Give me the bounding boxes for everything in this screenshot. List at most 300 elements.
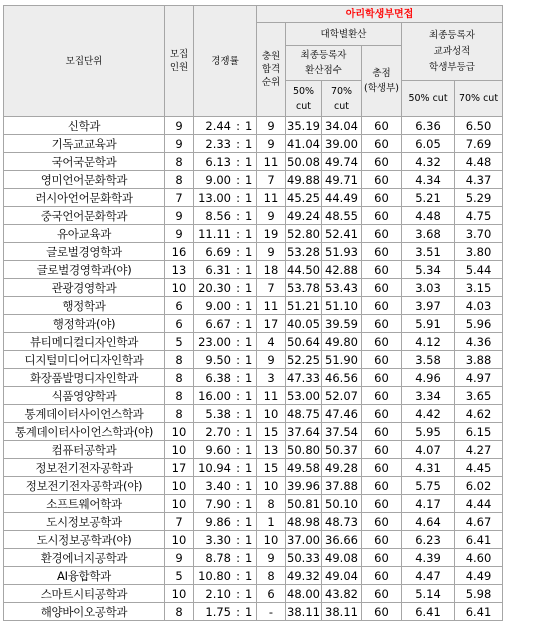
quota-cell: 8 — [165, 387, 194, 405]
quota-cell: 8 — [165, 171, 194, 189]
rate-cell — [194, 351, 257, 369]
table-row — [4, 603, 503, 621]
quota-cell: 8 — [165, 603, 194, 621]
score-50-cell: 37.00 — [287, 532, 320, 547]
total-cell: 60 — [362, 171, 402, 189]
total-cell: 60 — [362, 315, 402, 333]
rate-cell — [194, 441, 257, 459]
rate-value: 11.11 — [198, 226, 231, 241]
score-70-cell: 39.00 — [322, 135, 362, 153]
score-70-cell: 51.90 — [322, 351, 362, 369]
score-50-cell: 53.28 — [287, 244, 320, 259]
rate-separator: : — [236, 136, 240, 151]
rate-separator: : — [236, 172, 240, 187]
grade-50-cell: 4.17 — [402, 495, 455, 513]
rate-cell — [194, 549, 257, 567]
grade-70-cell: 4.67 — [455, 513, 503, 531]
score-70-cell: 39.59 — [322, 315, 362, 333]
total-cell: 60 — [362, 549, 402, 567]
unit-name-cell: 유아교육과 — [4, 225, 165, 243]
rate-base: 1 — [245, 568, 253, 583]
score-70-cell: 51.93 — [322, 243, 362, 261]
rate-base: 1 — [245, 262, 253, 277]
grade-50-cell: 5.75 — [402, 477, 455, 495]
rate-value: 6.31 — [205, 262, 231, 277]
rate-value: 2.70 — [205, 424, 231, 439]
score-70-cell: 49.08 — [322, 549, 362, 567]
rate-base: 1 — [245, 424, 253, 439]
rate-base: 1 — [245, 460, 253, 475]
score-70-cell: 52.41 — [322, 225, 362, 243]
quota-cell: 9 — [165, 207, 194, 225]
waitlist-cell: 6 — [257, 585, 286, 603]
rate-cell — [194, 279, 257, 297]
unit-name-cell: 디지털미디어디자인학과 — [4, 351, 165, 369]
rate-base: 1 — [245, 226, 253, 241]
rate-cell — [194, 603, 257, 621]
rate-value: 10.94 — [198, 460, 231, 475]
quota-cell: 9 — [165, 117, 194, 135]
rate-cell — [194, 369, 257, 387]
quota-cell: 9 — [165, 549, 194, 567]
total-cell: 60 — [362, 603, 402, 621]
rate-cell — [194, 513, 257, 531]
score-50-cell: 49.58 — [287, 460, 320, 475]
waitlist-cell: 19 — [257, 225, 286, 243]
rate-value: 3.30 — [205, 532, 231, 547]
rate-base: 1 — [245, 388, 253, 403]
rate-value: 16.00 — [198, 388, 231, 403]
score-50-cell: 45.25 — [287, 190, 320, 205]
unit-name-cell: 환경에너지공학과 — [4, 549, 165, 567]
unit-name-cell: 도시정보공학과 — [4, 513, 165, 531]
quota-cell: 10 — [165, 441, 194, 459]
waitlist-cell: 9 — [257, 243, 286, 261]
rate-separator: : — [236, 190, 240, 205]
score-70-cell: 52.07 — [322, 387, 362, 405]
table-row — [4, 279, 503, 297]
rate-base: 1 — [245, 442, 253, 457]
rate-separator: : — [236, 586, 240, 601]
grade-70-cell: 4.36 — [455, 333, 503, 351]
score-70-cell: 53.43 — [322, 279, 362, 297]
rate-base: 1 — [245, 550, 253, 565]
rate-base: 1 — [245, 244, 253, 259]
total-cell: 60 — [362, 513, 402, 531]
table-row — [4, 531, 503, 549]
rate-separator: : — [236, 550, 240, 565]
grade-70-cell: 7.69 — [455, 135, 503, 153]
quota-cell: 10 — [165, 495, 194, 513]
score-50-cell: 48.75 — [287, 406, 320, 421]
unit-name-cell: 러시아언어문화학과 — [4, 189, 165, 207]
rate-separator: : — [236, 496, 240, 511]
grade-50-cell: 3.58 — [402, 351, 455, 369]
grade-70-cell: 6.41 — [455, 531, 503, 549]
quota-cell: 8 — [165, 351, 194, 369]
rate-separator: : — [236, 424, 240, 439]
unit-name-cell: 글로벌경영학과 — [4, 243, 165, 261]
total-cell: 60 — [362, 477, 402, 495]
rate-value: 2.10 — [205, 586, 231, 601]
quota-cell: 8 — [165, 369, 194, 387]
rate-base: 1 — [245, 316, 253, 331]
score-50-cell: 40.05 — [287, 316, 320, 331]
rate-separator: : — [236, 226, 240, 241]
unit-name-cell: 식품영양학과 — [4, 387, 165, 405]
grade-70-cell: 5.29 — [455, 189, 503, 207]
admissions-table-container — [3, 5, 503, 621]
quota-cell: 5 — [165, 333, 194, 351]
rate-cell — [194, 171, 257, 189]
rate-cell — [194, 189, 257, 207]
unit-name-cell: 통계데이터사이언스학과 — [4, 405, 165, 423]
total-cell: 60 — [362, 459, 402, 477]
rate-base: 1 — [245, 298, 253, 313]
rate-base: 1 — [245, 352, 253, 367]
score-70-cell: 37.88 — [322, 477, 362, 495]
score-50-cell: 49.32 — [287, 568, 320, 583]
rate-cell — [194, 261, 257, 279]
score-70-cell: 42.88 — [322, 261, 362, 279]
score-50-cell: 49.88 — [287, 172, 320, 187]
table-row — [4, 351, 503, 369]
table-row — [4, 441, 503, 459]
header-final-score: 최종등록자 환산점수 — [286, 46, 362, 81]
rate-base: 1 — [245, 532, 253, 547]
rate-cell — [194, 567, 257, 585]
score-50-cell: 47.33 — [287, 370, 320, 385]
table-row — [4, 549, 503, 567]
score-70-cell: 49.04 — [322, 567, 362, 585]
waitlist-cell: 18 — [257, 261, 286, 279]
unit-name-cell: 도시정보공학과(야) — [4, 531, 165, 549]
table-row — [4, 153, 503, 171]
total-cell: 60 — [362, 369, 402, 387]
quota-cell: 7 — [165, 513, 194, 531]
grade-70-cell: 4.45 — [455, 459, 503, 477]
total-cell: 60 — [362, 261, 402, 279]
unit-name-cell: 신학과 — [4, 117, 165, 135]
waitlist-cell: 10 — [257, 477, 286, 495]
header-grade70: 70% cut — [455, 81, 503, 117]
grade-50-cell: 4.64 — [402, 513, 455, 531]
rate-value: 9.00 — [205, 172, 231, 187]
rate-separator: : — [236, 406, 240, 421]
quota-cell: 5 — [165, 567, 194, 585]
waitlist-cell: 11 — [257, 153, 286, 171]
grade-70-cell: 3.80 — [455, 243, 503, 261]
rate-separator: : — [236, 442, 240, 457]
grade-50-cell: 5.21 — [402, 189, 455, 207]
table-row — [4, 369, 503, 387]
waitlist-cell: 9 — [257, 135, 286, 153]
quota-cell: 10 — [165, 585, 194, 603]
waitlist-cell: 15 — [257, 423, 286, 441]
grade-70-cell: 3.70 — [455, 225, 503, 243]
waitlist-cell: 8 — [257, 567, 286, 585]
quota-cell: 6 — [165, 315, 194, 333]
rate-base: 1 — [245, 172, 253, 187]
grade-70-cell: 4.48 — [455, 153, 503, 171]
rate-value: 10.80 — [198, 568, 231, 583]
unit-name-cell: 통계데이터사이언스학과(야) — [4, 423, 165, 441]
rate-value: 6.38 — [205, 370, 231, 385]
rate-value: 9.50 — [205, 352, 231, 367]
rate-cell — [194, 585, 257, 603]
rate-separator: : — [236, 568, 240, 583]
rate-value: 9.60 — [205, 442, 231, 457]
total-cell: 60 — [362, 297, 402, 315]
grade-70-cell: 6.41 — [455, 603, 503, 621]
waitlist-cell: 9 — [257, 207, 286, 225]
table-row — [4, 243, 503, 261]
waitlist-cell: 11 — [257, 387, 286, 405]
waitlist-cell: 8 — [257, 495, 286, 513]
unit-name-cell: 영미언어문화학과 — [4, 171, 165, 189]
quota-cell: 10 — [165, 279, 194, 297]
rate-cell — [194, 477, 257, 495]
quota-cell: 13 — [165, 261, 194, 279]
table-row — [4, 585, 503, 603]
score-50-cell: 50.81 — [287, 496, 320, 511]
table-row — [4, 567, 503, 585]
grade-50-cell: 6.41 — [402, 603, 455, 621]
table-row — [4, 423, 503, 441]
total-cell: 60 — [362, 441, 402, 459]
table-row — [4, 387, 503, 405]
score-50-cell: 48.98 — [287, 514, 320, 529]
rate-base: 1 — [245, 370, 253, 385]
grade-70-cell: 4.75 — [455, 207, 503, 225]
header-title: 아리학생부면접 — [257, 6, 503, 23]
rate-cell — [194, 297, 257, 315]
unit-name-cell: 정보전기전자공학과(야) — [4, 477, 165, 495]
grade-70-cell: 4.37 — [455, 171, 503, 189]
rate-separator: : — [236, 154, 240, 169]
unit-name-cell: 화장품발명디자인학과 — [4, 369, 165, 387]
table-row — [4, 171, 503, 189]
rate-base: 1 — [245, 136, 253, 151]
quota-cell: 7 — [165, 189, 194, 207]
rate-base: 1 — [245, 514, 253, 529]
rate-value: 13.00 — [198, 190, 231, 205]
rate-cell — [194, 459, 257, 477]
unit-name-cell: 정보전기전자공학과 — [4, 459, 165, 477]
rate-cell — [194, 423, 257, 441]
score-70-cell: 44.49 — [322, 189, 362, 207]
total-cell: 60 — [362, 495, 402, 513]
score-50-cell: 49.24 — [287, 208, 320, 223]
unit-name-cell: 행정학과(야) — [4, 315, 165, 333]
grade-70-cell: 4.49 — [455, 567, 503, 585]
score-70-cell: 47.46 — [322, 405, 362, 423]
grade-50-cell: 4.34 — [402, 171, 455, 189]
rate-separator: : — [236, 604, 240, 619]
grade-70-cell: 5.98 — [455, 585, 503, 603]
rate-base: 1 — [245, 118, 253, 133]
waitlist-cell: 9 — [257, 549, 286, 567]
rate-separator: : — [236, 352, 240, 367]
score-70-cell: 46.56 — [322, 369, 362, 387]
table-row — [4, 117, 503, 135]
score-50-cell: 38.11 — [287, 604, 320, 619]
table-row — [4, 135, 503, 153]
score-70-cell: 37.54 — [322, 423, 362, 441]
score-50-cell: 51.21 — [287, 298, 320, 313]
total-cell: 60 — [362, 117, 402, 135]
unit-name-cell: 컴퓨터공학과 — [4, 441, 165, 459]
rate-cell — [194, 117, 257, 135]
grade-70-cell: 4.60 — [455, 549, 503, 567]
grade-50-cell: 3.97 — [402, 297, 455, 315]
grade-70-cell: 3.15 — [455, 279, 503, 297]
unit-name-cell: 기독교교육과 — [4, 135, 165, 153]
waitlist-cell: 4 — [257, 333, 286, 351]
grade-50-cell: 4.31 — [402, 459, 455, 477]
score-50-cell: 53.00 — [287, 388, 320, 403]
rate-cell — [194, 495, 257, 513]
rate-value: 1.75 — [205, 604, 231, 619]
header-cut70: 70% cut — [322, 81, 362, 117]
rate-value: 8.78 — [205, 550, 231, 565]
rate-value: 2.44 — [205, 118, 231, 133]
rate-value: 6.69 — [205, 244, 231, 259]
rate-base: 1 — [245, 154, 253, 169]
grade-70-cell: 4.62 — [455, 405, 503, 423]
unit-name-cell: 스마트시티공학과 — [4, 585, 165, 603]
rate-separator: : — [236, 280, 240, 295]
score-50-cell: 50.33 — [287, 550, 320, 565]
waitlist-cell: 17 — [257, 315, 286, 333]
rate-separator: : — [236, 244, 240, 259]
grade-70-cell: 4.97 — [455, 369, 503, 387]
grade-70-cell: 3.88 — [455, 351, 503, 369]
grade-70-cell: 6.15 — [455, 423, 503, 441]
score-70-cell: 48.55 — [322, 207, 362, 225]
admissions-table — [3, 5, 503, 621]
quota-cell: 6 — [165, 297, 194, 315]
rate-value: 3.40 — [205, 478, 231, 493]
rate-base: 1 — [245, 208, 253, 223]
rate-cell — [194, 243, 257, 261]
table-row — [4, 261, 503, 279]
header-unit: 모집단위 — [4, 6, 165, 117]
score-70-cell: 38.11 — [322, 603, 362, 621]
total-cell: 60 — [362, 405, 402, 423]
quota-cell: 8 — [165, 153, 194, 171]
waitlist-cell: 15 — [257, 459, 286, 477]
score-50-cell: 44.50 — [287, 262, 320, 277]
table-row — [4, 207, 503, 225]
rate-value: 6.13 — [205, 154, 231, 169]
grade-50-cell: 4.42 — [402, 405, 455, 423]
quota-cell: 10 — [165, 423, 194, 441]
quota-cell: 10 — [165, 477, 194, 495]
total-cell: 60 — [362, 153, 402, 171]
rate-base: 1 — [245, 406, 253, 421]
total-cell: 60 — [362, 207, 402, 225]
score-50-cell: 41.04 — [287, 136, 320, 151]
grade-50-cell: 4.32 — [402, 153, 455, 171]
total-cell: 60 — [362, 225, 402, 243]
rate-cell — [194, 387, 257, 405]
grade-50-cell: 4.07 — [402, 441, 455, 459]
table-row — [4, 189, 503, 207]
quota-cell: 17 — [165, 459, 194, 477]
score-70-cell: 49.71 — [322, 171, 362, 189]
rate-cell — [194, 405, 257, 423]
score-70-cell: 50.37 — [322, 441, 362, 459]
header-converted: 대학별환산 — [286, 23, 402, 46]
score-50-cell: 37.64 — [287, 424, 320, 439]
unit-name-cell: 관광경영학과 — [4, 279, 165, 297]
total-cell: 60 — [362, 189, 402, 207]
grade-70-cell: 5.44 — [455, 261, 503, 279]
waitlist-cell: 13 — [257, 441, 286, 459]
total-cell: 60 — [362, 243, 402, 261]
total-cell: 60 — [362, 387, 402, 405]
unit-name-cell: 해양바이오공학과 — [4, 603, 165, 621]
grade-50-cell: 6.05 — [402, 135, 455, 153]
rate-cell — [194, 315, 257, 333]
rate-cell — [194, 207, 257, 225]
rate-separator: : — [236, 298, 240, 313]
rate-separator: : — [236, 370, 240, 385]
grade-50-cell: 5.34 — [402, 261, 455, 279]
grade-50-cell: 4.96 — [402, 369, 455, 387]
unit-name-cell: 행정학과 — [4, 297, 165, 315]
waitlist-cell: 10 — [257, 405, 286, 423]
score-70-cell: 51.10 — [322, 297, 362, 315]
header-quota: 모집 인원 — [165, 6, 194, 117]
rate-base: 1 — [245, 496, 253, 511]
grade-50-cell: 3.51 — [402, 243, 455, 261]
score-70-cell: 49.28 — [322, 459, 362, 477]
score-50-cell: 53.78 — [287, 280, 320, 295]
grade-70-cell: 5.96 — [455, 315, 503, 333]
grade-50-cell: 3.34 — [402, 387, 455, 405]
rate-separator: : — [236, 478, 240, 493]
rate-value: 9.86 — [205, 514, 231, 529]
rate-separator: : — [236, 208, 240, 223]
waitlist-cell: - — [257, 603, 286, 621]
score-50-cell: 52.80 — [287, 226, 320, 241]
quota-cell: 9 — [165, 225, 194, 243]
grade-70-cell: 4.03 — [455, 297, 503, 315]
rate-separator: : — [236, 262, 240, 277]
header-grade50: 50% cut — [402, 81, 455, 117]
header-rate: 경쟁률 — [194, 6, 257, 117]
rate-value: 9.00 — [205, 298, 231, 313]
table-row — [4, 225, 503, 243]
rate-separator: : — [236, 316, 240, 331]
total-cell: 60 — [362, 351, 402, 369]
rate-value: 20.30 — [198, 280, 231, 295]
rate-separator: : — [236, 388, 240, 403]
score-70-cell: 48.73 — [322, 513, 362, 531]
grade-50-cell: 4.39 — [402, 549, 455, 567]
unit-name-cell: 소프트웨어학과 — [4, 495, 165, 513]
rate-base: 1 — [245, 190, 253, 205]
table-row — [4, 459, 503, 477]
score-70-cell: 43.82 — [322, 585, 362, 603]
waitlist-cell: 7 — [257, 279, 286, 297]
quota-cell: 8 — [165, 405, 194, 423]
rate-value: 2.33 — [205, 136, 231, 151]
unit-name-cell: 뷰티메디컬디자인학과 — [4, 333, 165, 351]
grade-70-cell: 6.02 — [455, 477, 503, 495]
